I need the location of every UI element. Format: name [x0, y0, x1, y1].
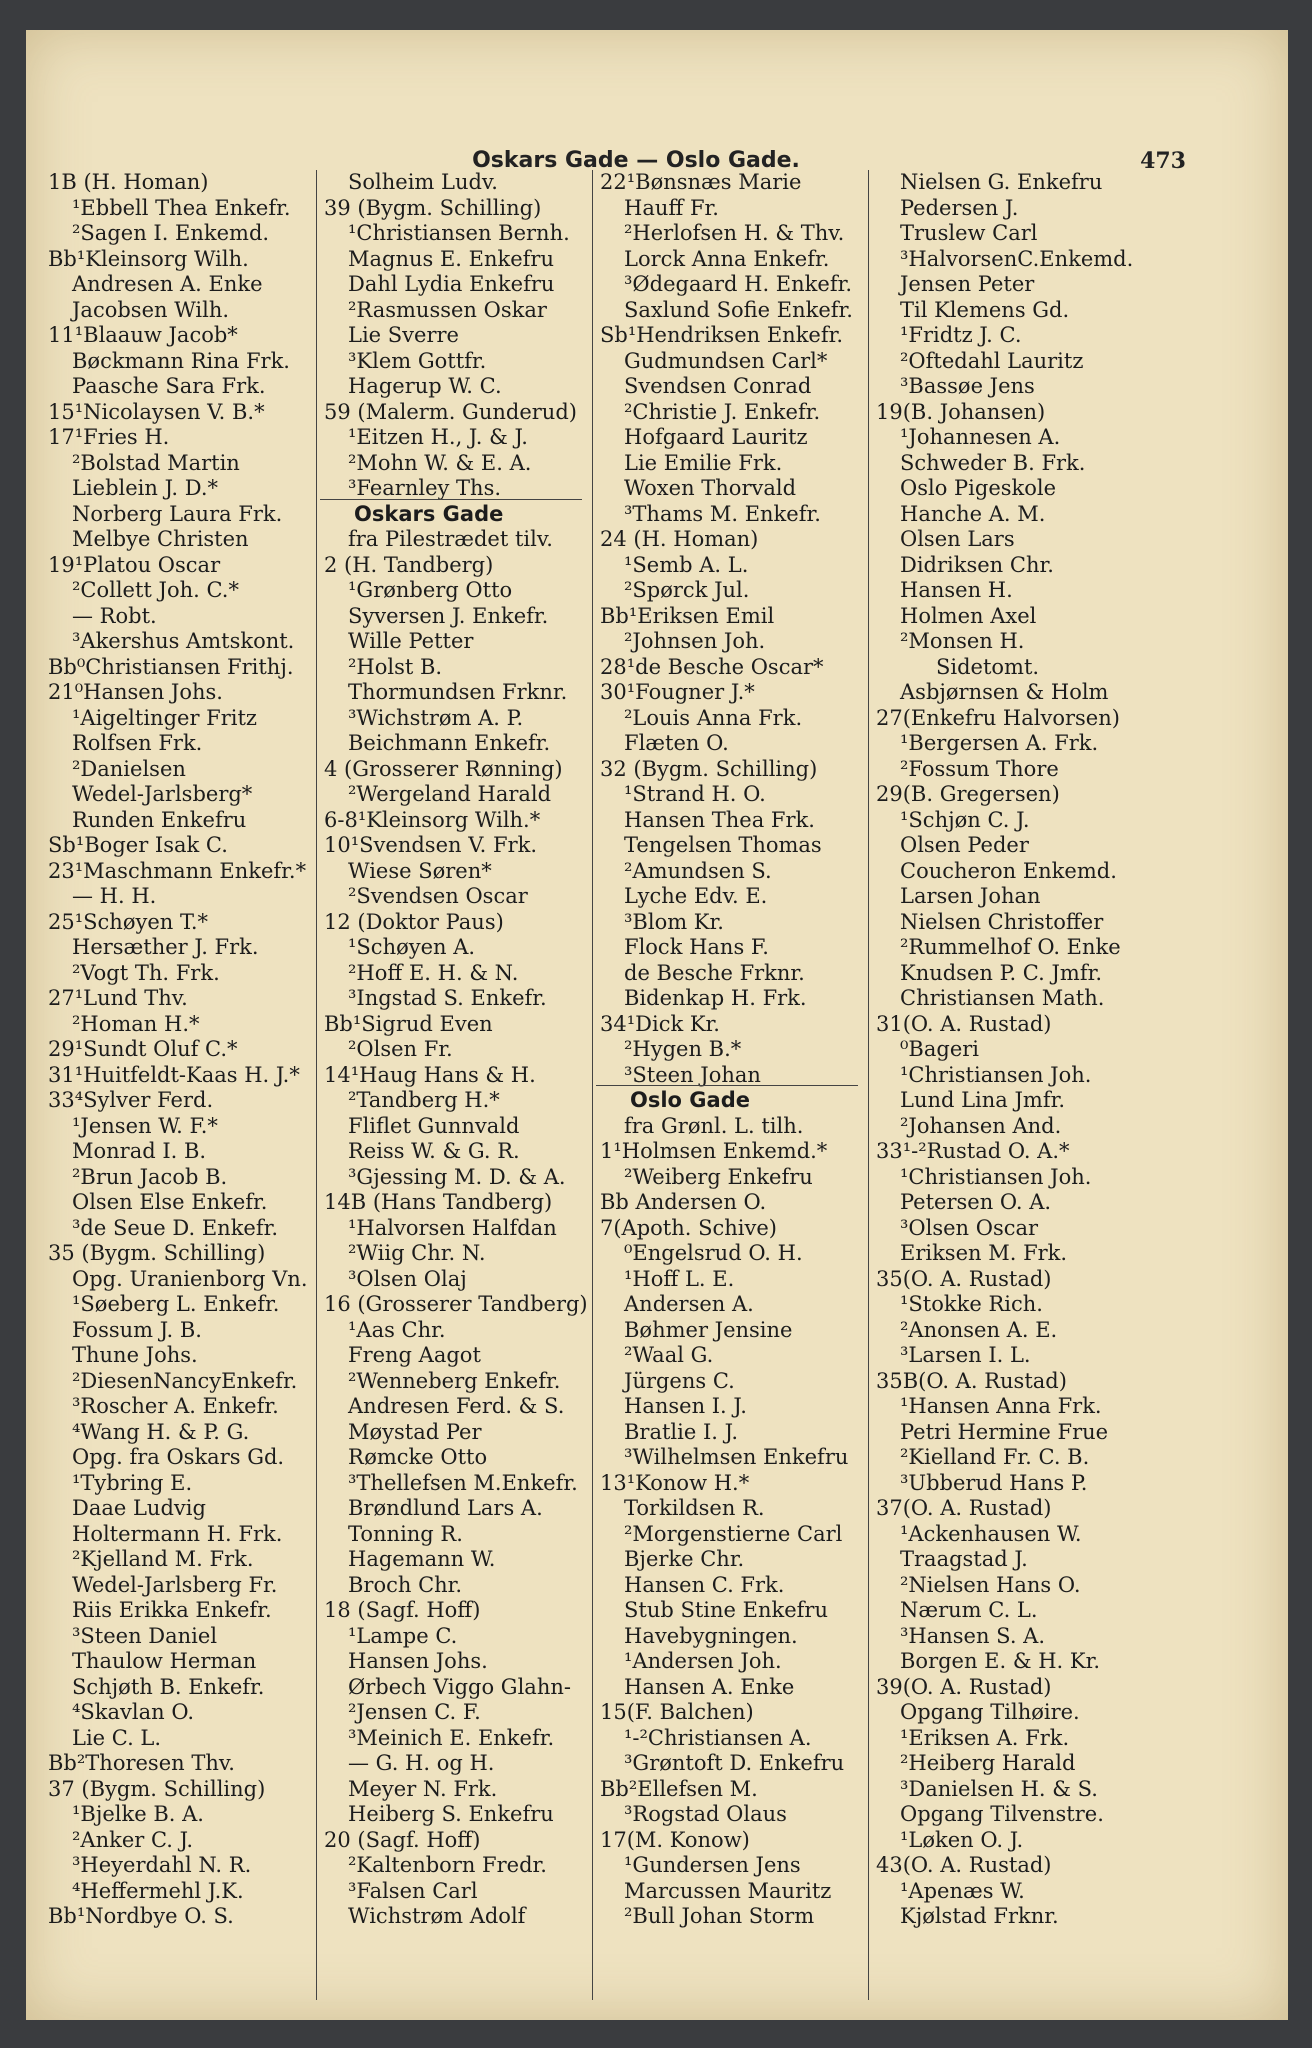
directory-entry: 43(O. A. Rustad): [876, 1853, 1052, 1877]
directory-entry: 33¹-²Rustad O. A.*: [876, 1139, 1070, 1163]
directory-entry: Opg. Uranienborg Vn.: [72, 1266, 308, 1291]
directory-entry: ³Steen Johan: [624, 1062, 761, 1087]
directory-entry: Pedersen J.: [900, 195, 1019, 220]
directory-entry: ¹-²Christiansen A.: [624, 1725, 812, 1750]
directory-entry: ¹Eitzen H., J. & J.: [348, 425, 528, 449]
directory-entry: ¹Aas Chr.: [348, 1317, 446, 1342]
directory-entry: 2 (H. Tandberg): [324, 552, 494, 577]
directory-entry: Bb¹Sigrud Even: [324, 1011, 493, 1036]
directory-entry: Melbye Christen: [72, 527, 249, 551]
directory-entry: ²Christie J. Enkefr.: [624, 399, 821, 424]
directory-entry: ³Wichstrøm A. P.: [348, 705, 524, 730]
directory-entry: Bb¹Nordbye O. S.: [48, 1904, 234, 1928]
directory-entry: ⁰Engelsrud O. H.: [624, 1241, 803, 1265]
directory-entry: ¹Semb A. L.: [624, 552, 749, 577]
directory-entry: Coucheron Enkemd.: [900, 858, 1117, 883]
directory-entry: 35B(O. A. Rustad): [876, 1368, 1067, 1393]
directory-entry: Lyche Edv. E.: [624, 884, 768, 908]
directory-entry: Solheim Ludv.: [348, 170, 498, 194]
directory-entry: Schweder B. Frk.: [900, 450, 1086, 475]
directory-entry: Bb¹Eriksen Emil: [600, 603, 775, 628]
directory-entry: ³Heyerdahl N. R.: [72, 1853, 252, 1877]
directory-entry: ¹Bjelke B. A.: [72, 1802, 204, 1826]
directory-entry: Saxlund Sofie Enkefr.: [624, 297, 853, 322]
directory-entry: fra Grønl. L. tilh.: [624, 1113, 804, 1138]
directory-entry: Jürgens C.: [624, 1368, 735, 1393]
directory-entry: Lund Lina Jmfr.: [900, 1088, 1066, 1112]
column-divider: [868, 170, 869, 2000]
directory-entry: Nielsen Christoffer: [900, 909, 1104, 934]
directory-entry: Petersen O. A.: [900, 1190, 1052, 1214]
directory-entry: ⁴Skavlan O.: [72, 1700, 195, 1724]
directory-entry: Stub Stine Enkefru: [624, 1598, 828, 1622]
directory-entry: Runden Enkefru: [72, 807, 247, 832]
directory-entry: ³Steen Daniel: [72, 1623, 218, 1648]
directory-entry: ³Meinich E. Enkefr.: [348, 1725, 555, 1750]
directory-entry: Thune Johs.: [72, 1343, 198, 1367]
directory-entry: ¹Halvorsen Halfdan: [348, 1215, 557, 1240]
directory-entry: 31¹Huitfeldt-Kaas H. J.*: [48, 1062, 300, 1087]
directory-entry: ²Danielsen: [72, 756, 186, 781]
directory-entry: ³Thellefsen M.Enkefr.: [348, 1470, 578, 1495]
directory-entry: ¹Hoff L. E.: [624, 1266, 735, 1291]
directory-entry: ³Larsen I. L.: [900, 1343, 1031, 1367]
directory-entry: Marcussen Mauritz: [624, 1878, 832, 1903]
directory-entry: 33⁴Sylver Ferd.: [48, 1088, 214, 1112]
directory-entry: 28¹de Besche Oscar*: [600, 654, 824, 679]
directory-page: [26, 30, 1288, 2020]
directory-entry: Hanche A. M.: [900, 501, 1046, 526]
directory-entry: Fliflet Gunnvald: [348, 1113, 520, 1138]
directory-entry: Bb¹Kleinsorg Wilh.: [48, 246, 249, 271]
directory-entry: ²Jensen C. F.: [348, 1700, 481, 1724]
directory-entry: ²Weiberg Enkefru: [624, 1164, 813, 1189]
directory-entry: 20 (Sagf. Hoff): [324, 1827, 481, 1852]
directory-entry: Borgen E. & H. Kr.: [900, 1649, 1100, 1673]
directory-entry: Magnus E. Enkefru: [348, 246, 554, 271]
directory-entry: Bjerke Chr.: [624, 1547, 745, 1571]
directory-entry: 23¹Maschmann Enkefr.*: [48, 858, 307, 883]
directory-entry: 10¹Svendsen V. Frk.: [324, 833, 538, 857]
directory-entry: 30¹Fougner J.*: [600, 680, 755, 704]
directory-entry: ³Thams M. Enkefr.: [624, 501, 821, 526]
directory-entry: 25¹Schøyen T.*: [48, 909, 209, 934]
directory-entry: Traagstad J.: [900, 1547, 1028, 1571]
directory-entry: 11¹Blaauw Jacob*: [48, 323, 238, 347]
directory-entry: 29(B. Gregersen): [876, 782, 1060, 806]
directory-entry: ¹Strand H. O.: [624, 782, 766, 806]
directory-entry: Nærum C. L.: [900, 1598, 1038, 1622]
directory-entry: Lorck Anna Enkefr.: [624, 246, 830, 271]
directory-entry: ¹Aigeltinger Fritz: [72, 705, 257, 730]
directory-entry: 19(B. Johansen): [876, 399, 1046, 424]
directory-entry: Bb⁰Christiansen Frithj.: [48, 654, 294, 679]
directory-entry: 19¹Platou Oscar: [48, 552, 221, 577]
directory-entry: ²Mohn W. & E. A.: [348, 450, 532, 475]
directory-entry: Olsen Else Enkefr.: [72, 1190, 268, 1214]
directory-entry: 21⁰Hansen Johs.: [48, 680, 223, 704]
directory-entry: Bøhmer Jensine: [624, 1317, 793, 1342]
directory-entry: Hofgaard Lauritz: [624, 425, 808, 449]
directory-entry: ¹Søeberg L. Enkefr.: [72, 1292, 280, 1316]
directory-entry: Thormundsen Frknr.: [348, 680, 568, 704]
directory-entry: 15¹Nicolaysen V. B.*: [48, 399, 265, 424]
directory-entry: Bb Andersen O.: [600, 1190, 767, 1214]
directory-entry: ²Johansen And.: [900, 1113, 1062, 1138]
directory-entry: Andersen A.: [624, 1292, 754, 1316]
directory-entry: 22¹Bønsnæs Marie: [600, 170, 802, 194]
directory-entry: ²Rummelhof O. Enke: [900, 935, 1121, 959]
directory-entry: ²Homan H.*: [72, 1011, 200, 1036]
directory-entry: ²Hoff E. H. & N.: [348, 960, 519, 985]
directory-entry: Torkildsen R.: [624, 1496, 765, 1520]
directory-entry: ²Johnsen Joh.: [624, 629, 766, 653]
page-number: 473: [1140, 148, 1186, 174]
directory-entry: Freng Aagot: [348, 1343, 481, 1367]
directory-entry: Nielsen G. Enkefru: [900, 170, 1103, 194]
directory-entry: Norberg Laura Frk.: [72, 501, 283, 526]
directory-entry: 12 (Doktor Paus): [324, 909, 504, 934]
directory-entry: Holtermann H. Frk.: [72, 1521, 283, 1546]
directory-entry: Asbjørnsen & Holm: [900, 680, 1109, 704]
section-rule: [320, 499, 582, 500]
directory-entry: ³Fearnley Ths.: [348, 476, 502, 500]
directory-entry: ²Oftedahl Lauritz: [900, 348, 1084, 373]
directory-entry: ²Waal G.: [624, 1343, 714, 1367]
directory-entry: ³Klem Gottfr.: [348, 348, 487, 373]
directory-entry: 24 (H. Homan): [600, 527, 759, 551]
directory-entry: ³Ødegaard H. Enkefr.: [624, 272, 852, 296]
directory-entry: ²Amundsen S.: [624, 858, 772, 883]
directory-entry: 59 (Malerm. Gunderud): [324, 399, 577, 424]
directory-entry: Ørbech Viggo Glahn-: [348, 1674, 571, 1699]
directory-entry: ¹Jensen W. F.*: [72, 1113, 218, 1138]
directory-entry: ³Olsen Oscar: [900, 1215, 1039, 1240]
directory-entry: ¹Johannesen A.: [900, 425, 1061, 449]
directory-entry: ¹Hansen Anna Frk.: [900, 1394, 1102, 1418]
directory-entry: Havebygningen.: [624, 1623, 798, 1648]
directory-entry: ²Nielsen Hans O.: [900, 1572, 1081, 1597]
directory-entry: Opgang Tilhøire.: [900, 1700, 1080, 1724]
directory-entry: ³Grøntoft D. Enkefru: [624, 1751, 845, 1775]
directory-entry: Schjøth B. Enkefr.: [72, 1674, 265, 1699]
directory-entry: Eriksen M. Frk.: [900, 1241, 1068, 1265]
directory-entry: ²Spørck Jul.: [624, 578, 750, 602]
directory-entry: 14¹Haug Hans & H.: [324, 1062, 536, 1087]
directory-entry: 37(O. A. Rustad): [876, 1496, 1052, 1520]
directory-entry: Heiberg S. Enkefru: [348, 1802, 554, 1826]
directory-entry: Christiansen Math.: [900, 986, 1105, 1010]
directory-entry: ³Danielsen H. & S.: [900, 1776, 1098, 1801]
directory-entry: Hersæther J. Frk.: [72, 935, 259, 959]
directory-entry: Tengelsen Thomas: [624, 833, 822, 857]
directory-entry: Bøckmann Rina Frk.: [72, 348, 290, 373]
directory-entry: Flock Hans F.: [624, 935, 769, 959]
directory-entry: 17(M. Konow): [600, 1827, 750, 1852]
directory-entry: ¹Grønberg Otto: [348, 578, 513, 602]
directory-entry: 13¹Konow H.*: [600, 1470, 750, 1495]
directory-entry: 27¹Lund Thv.: [48, 986, 188, 1010]
directory-entry: ¹Schjøn C. J.: [900, 807, 1030, 832]
directory-entry: Oslo Pigeskole: [900, 476, 1057, 500]
directory-entry: ³HalvorsenC.Enkemd.: [900, 246, 1134, 271]
directory-entry: — G. H. og H.: [348, 1751, 495, 1775]
directory-entry: Jensen Peter: [900, 272, 1035, 296]
directory-entry: de Besche Frknr.: [624, 960, 805, 985]
directory-entry: ¹Bergersen A. Frk.: [900, 731, 1099, 755]
directory-entry: Jacobsen Wilh.: [72, 297, 230, 322]
directory-entry: Hansen A. Enke: [624, 1674, 795, 1699]
directory-entry: — Robt.: [72, 603, 157, 628]
directory-entry: ²Tandberg H.*: [348, 1088, 500, 1112]
directory-entry: ¹Tybring E.: [72, 1470, 193, 1495]
directory-entry: Broch Chr.: [348, 1572, 463, 1597]
directory-entry: ²Kielland Fr. C. B.: [900, 1445, 1090, 1469]
directory-entry: Lie C. L.: [72, 1725, 162, 1750]
directory-entry: ³Blom Kr.: [624, 909, 724, 934]
directory-entry: 39(O. A. Rustad): [876, 1674, 1052, 1699]
directory-entry: ³Falsen Carl: [348, 1878, 478, 1903]
directory-entry: Bb²Thoresen Thv.: [48, 1751, 235, 1775]
directory-entry: 37 (Bygm. Schilling): [48, 1776, 266, 1801]
directory-entry: Riis Erikka Enkefr.: [72, 1598, 272, 1622]
directory-entry: Truslew Carl: [900, 221, 1038, 245]
directory-entry: Beichmann Enkefr.: [348, 731, 551, 755]
directory-entry: ²Bolstad Martin: [72, 450, 240, 475]
directory-entry: 6-8¹Kleinsorg Wilh.*: [324, 807, 541, 832]
directory-entry: ¹Christiansen Joh.: [900, 1164, 1092, 1189]
directory-entry: ²Wenneberg Enkefr.: [348, 1368, 561, 1393]
directory-entry: Knudsen P. C. Jmfr.: [900, 960, 1102, 985]
directory-entry: ²Anonsen A. E.: [900, 1317, 1058, 1342]
directory-entry: ³Akershus Amtskont.: [72, 629, 295, 653]
directory-entry: ²Monsen H.: [900, 629, 1025, 653]
directory-entry: Reiss W. & G. R.: [348, 1139, 520, 1163]
directory-entry: ²DiesenNancyEnkefr.: [72, 1368, 298, 1393]
directory-entry: 39 (Bygm. Schilling): [324, 195, 542, 220]
directory-entry: 16 (Grosserer Tandberg): [324, 1292, 588, 1316]
directory-entry: Hansen H.: [900, 578, 1013, 602]
directory-entry: ²Olsen Fr.: [348, 1037, 453, 1061]
directory-entry: ²Anker C. J.: [72, 1827, 194, 1852]
directory-entry: ⁴Wang H. & P. G.: [72, 1419, 250, 1444]
directory-entry: Opg. fra Oskars Gd.: [72, 1445, 285, 1469]
page-title: Oskars Gade — Oslo Gade.: [472, 148, 800, 173]
directory-entry: 1B (H. Homan): [48, 170, 209, 194]
directory-entry: Brøndlund Lars A.: [348, 1496, 543, 1520]
directory-entry: Dahl Lydia Enkefru: [348, 272, 555, 296]
directory-entry: ³Olsen Olaj: [348, 1266, 467, 1291]
directory-entry: ³Hansen S. A.: [900, 1623, 1046, 1648]
directory-entry: ²Heiberg Harald: [900, 1751, 1076, 1775]
directory-entry: Hansen Thea Frk.: [624, 807, 815, 832]
directory-entry: Lieblein J. D.*: [72, 476, 218, 500]
directory-entry: Hagemann W.: [348, 1547, 496, 1571]
directory-entry: ⁰Bageri: [900, 1037, 979, 1061]
directory-entry: ³Ubberud Hans P.: [900, 1470, 1088, 1495]
directory-entry: ²Bull Johan Storm: [624, 1904, 815, 1928]
directory-entry: ²Svendsen Oscar: [348, 884, 528, 908]
directory-entry: fra Pilestrædet tilv.: [348, 527, 553, 551]
directory-entry: 1¹Holmsen Enkemd.*: [600, 1139, 828, 1163]
directory-entry: ²Morgenstierne Carl: [624, 1521, 843, 1546]
directory-entry: Wedel-Jarlsberg Fr.: [72, 1572, 278, 1597]
column-divider: [592, 170, 593, 2000]
directory-entry: ¹Gundersen Jens: [624, 1853, 801, 1877]
directory-entry: 18 (Sagf. Hoff): [324, 1598, 481, 1622]
directory-entry: Daae Ludvig: [72, 1496, 206, 1520]
directory-entry: 27(Enkefru Halvorsen): [876, 705, 1120, 730]
directory-entry: Thaulow Herman: [72, 1649, 257, 1673]
directory-entry: Opgang Tilvenstre.: [900, 1802, 1104, 1826]
directory-entry: Lie Emilie Frk.: [624, 450, 783, 475]
directory-entry: Bratlie I. J.: [624, 1419, 739, 1444]
directory-body: [26, 170, 1288, 2020]
directory-entry: 7(Apoth. Schive): [600, 1215, 777, 1240]
directory-entry: Wedel-Jarlsberg*: [72, 782, 253, 806]
directory-entry: Hansen Johs.: [348, 1649, 488, 1673]
directory-entry: Olsen Lars: [900, 527, 1015, 551]
directory-entry: ¹Fridtz J. C.: [900, 323, 1022, 347]
directory-entry: Møystad Per: [348, 1419, 482, 1444]
directory-entry: Sb¹Hendriksen Enkefr.: [600, 323, 844, 347]
directory-entry: ³Wilhelmsen Enkefru: [624, 1445, 849, 1469]
directory-entry: Kjølstad Frknr.: [900, 1904, 1059, 1928]
directory-entry: Rømcke Otto: [348, 1445, 488, 1469]
directory-entry: ²Kjelland M. Frk.: [72, 1547, 254, 1571]
directory-entry: Bb²Ellefsen M.: [600, 1776, 758, 1801]
directory-entry: Holmen Axel: [900, 603, 1037, 628]
column-divider: [316, 170, 317, 2000]
directory-entry: ¹Lampe C.: [348, 1623, 458, 1648]
directory-entry: ³Rogstad Olaus: [624, 1802, 787, 1826]
directory-entry: 31(O. A. Rustad): [876, 1011, 1052, 1036]
street-heading: Oslo Gade: [630, 1088, 750, 1112]
directory-entry: ³Roscher A. Enkefr.: [72, 1394, 279, 1418]
directory-entry: Petri Hermine Frue: [900, 1419, 1109, 1444]
directory-entry: Wille Petter: [348, 629, 474, 653]
directory-entry: ²Herlofsen H. & Thv.: [624, 221, 845, 245]
directory-entry: Hagerup W. C.: [348, 374, 502, 398]
directory-entry: ¹Andersen Joh.: [624, 1649, 782, 1673]
directory-entry: ³Gjessing M. D. & A.: [348, 1164, 566, 1189]
directory-entry: ¹Ebbell Thea Enkefr.: [72, 195, 291, 220]
directory-entry: ¹Schøyen A.: [348, 935, 476, 959]
directory-entry: — H. H.: [72, 884, 157, 908]
directory-entry: 14B (Hans Tandberg): [324, 1190, 553, 1214]
directory-entry: Andresen Ferd. & S.: [348, 1394, 565, 1418]
street-heading: Oskars Gade: [354, 501, 504, 526]
directory-entry: ¹Christiansen Bernh.: [348, 221, 570, 245]
directory-entry: ²Collett Joh. C.*: [72, 578, 239, 602]
directory-entry: ¹Løken O. J.: [900, 1827, 1024, 1852]
directory-entry: ¹Christiansen Joh.: [900, 1062, 1092, 1087]
directory-entry: 35 (Bygm. Schilling): [48, 1241, 266, 1265]
directory-entry: Andresen A. Enke: [72, 272, 263, 296]
section-rule: [596, 1085, 858, 1086]
directory-entry: 32 (Bygm. Schilling): [600, 756, 818, 781]
directory-entry: Rolfsen Frk.: [72, 731, 203, 755]
directory-entry: 35(O. A. Rustad): [876, 1266, 1052, 1291]
directory-entry: ²Kaltenborn Fredr.: [348, 1853, 547, 1877]
directory-entry: ²Brun Jacob B.: [72, 1164, 228, 1189]
directory-entry: ²Vogt Th. Frk.: [72, 960, 220, 985]
directory-entry: Woxen Thorvald: [624, 476, 797, 500]
directory-entry: Larsen Johan: [900, 884, 1041, 908]
directory-entry: ²Sagen I. Enkemd.: [72, 221, 270, 245]
directory-entry: ²Rasmussen Oskar: [348, 297, 547, 322]
directory-entry: Didriksen Chr.: [900, 552, 1054, 577]
directory-entry: ²Hygen B.*: [624, 1037, 742, 1061]
directory-entry: ³Ingstad S. Enkefr.: [348, 986, 547, 1010]
directory-entry: 15(F. Balchen): [600, 1700, 754, 1724]
directory-entry: Lie Sverre: [348, 323, 459, 347]
directory-entry: ²Wergeland Harald: [348, 782, 552, 806]
directory-entry: Syversen J. Enkefr.: [348, 603, 549, 628]
directory-entry: Svendsen Conrad: [624, 374, 812, 398]
directory-entry: Hansen C. Frk.: [624, 1572, 785, 1597]
directory-entry: Sb¹Boger Isak C.: [48, 833, 228, 857]
directory-entry: Til Klemens Gd.: [900, 297, 1070, 322]
directory-entry: Paasche Sara Frk.: [72, 374, 266, 398]
directory-entry: ¹Apenæs W.: [900, 1878, 1025, 1903]
directory-entry: ³de Seue D. Enkefr.: [72, 1215, 279, 1240]
directory-entry: Wichstrøm Adolf: [348, 1904, 526, 1928]
directory-entry: 17¹Fries H.: [48, 425, 170, 449]
directory-entry: ²Wiig Chr. N.: [348, 1241, 486, 1265]
directory-entry: Monrad I. B.: [72, 1139, 207, 1163]
directory-entry: Tonning R.: [348, 1521, 463, 1546]
directory-entry: ¹Stokke Rich.: [900, 1292, 1043, 1316]
directory-entry: ¹Eriksen A. Frk.: [900, 1725, 1070, 1750]
directory-entry: Olsen Peder: [900, 833, 1029, 857]
directory-entry: ²Louis Anna Frk.: [624, 705, 803, 730]
directory-entry: ¹Ackenhausen W.: [900, 1521, 1082, 1546]
directory-entry: Flæten O.: [624, 731, 729, 755]
directory-entry: Bidenkap H. Frk.: [624, 986, 807, 1010]
directory-entry: 34¹Dick Kr.: [600, 1011, 720, 1036]
directory-entry: Fossum J. B.: [72, 1317, 202, 1342]
page-header: [26, 116, 1288, 174]
directory-entry: Hauff Fr.: [624, 195, 719, 220]
directory-entry: Hansen I. J.: [624, 1394, 747, 1418]
directory-entry: 4 (Grosserer Rønning): [324, 756, 563, 781]
directory-entry: ²Fossum Thore: [900, 756, 1059, 781]
directory-entry: ³Bassøe Jens: [900, 374, 1035, 398]
directory-entry: ⁴Heffermehl J.K.: [72, 1878, 244, 1903]
directory-entry: 29¹Sundt Oluf C.*: [48, 1037, 238, 1061]
directory-entry: Gudmundsen Carl*: [624, 348, 828, 373]
directory-entry: ²Holst B.: [348, 654, 443, 679]
directory-entry: Sidetomt.: [936, 654, 1040, 679]
directory-entry: Wiese Søren*: [348, 858, 492, 883]
directory-entry: Meyer N. Frk.: [348, 1776, 498, 1801]
